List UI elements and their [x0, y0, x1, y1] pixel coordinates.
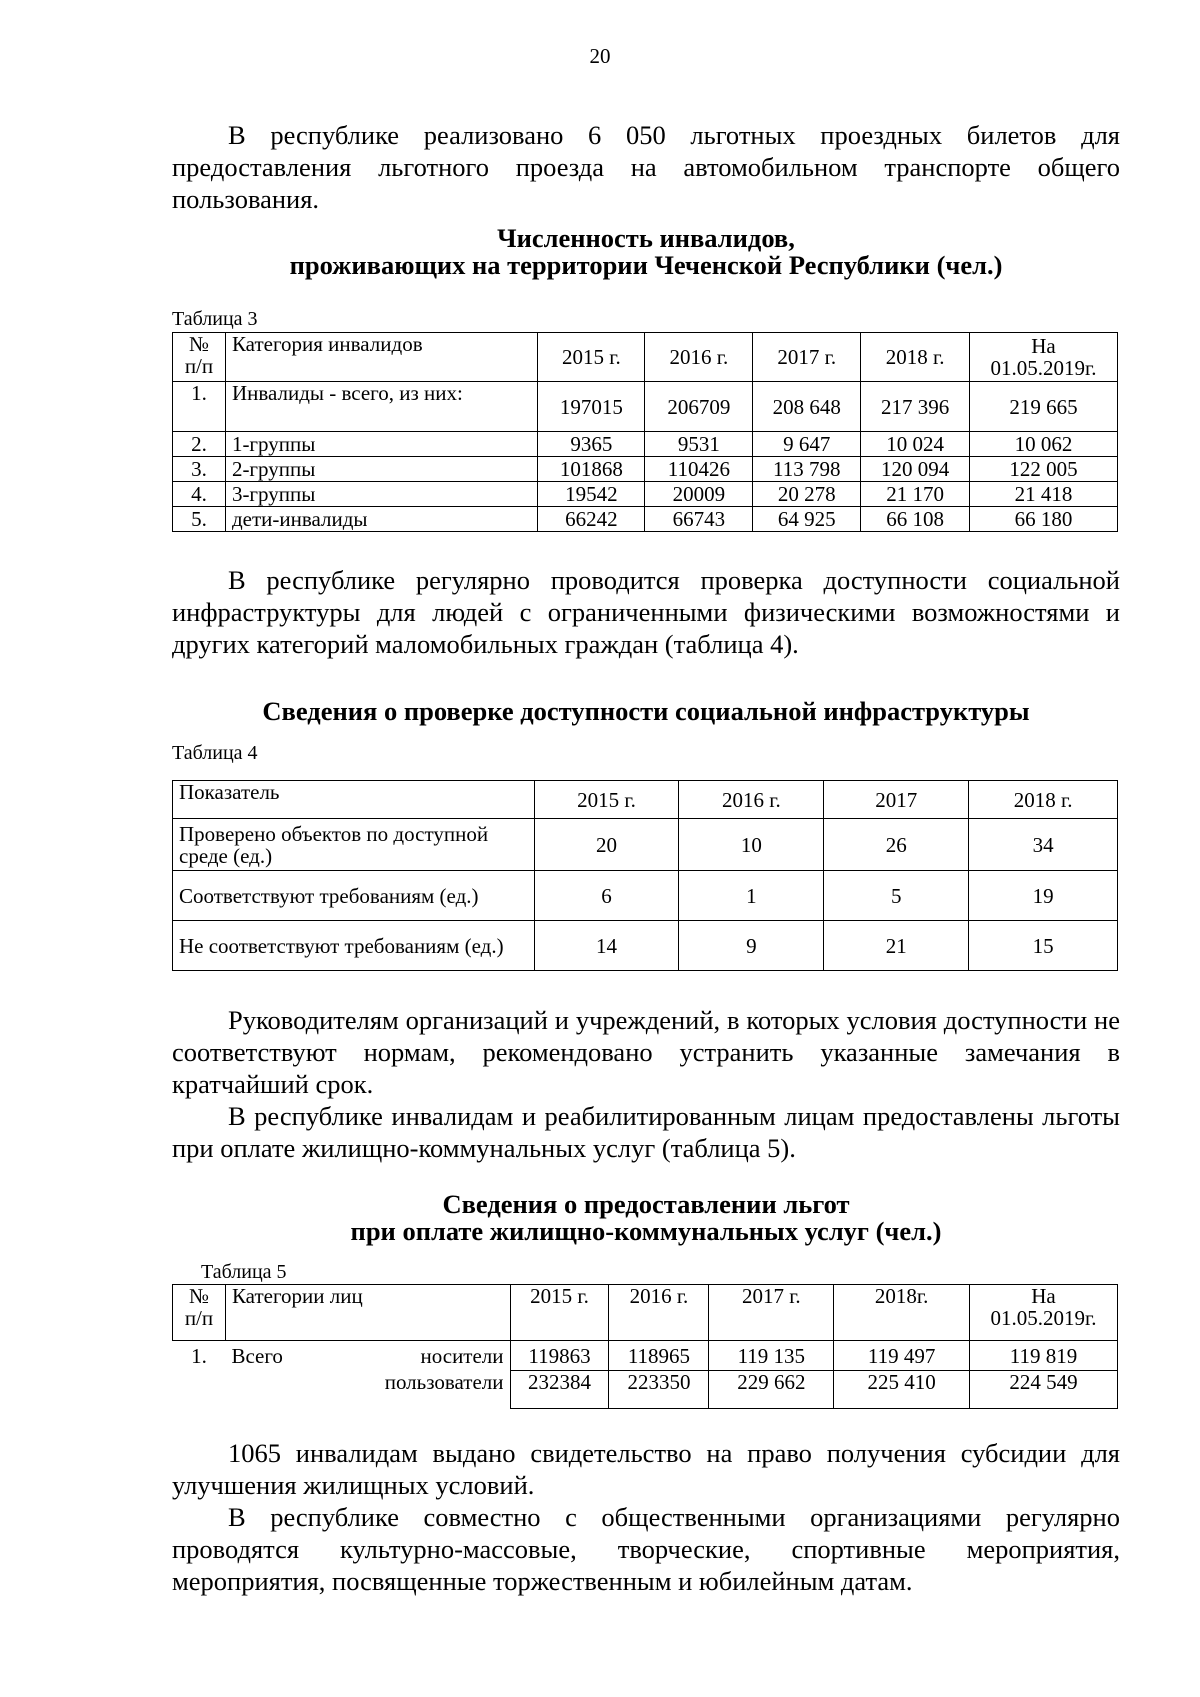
table5-header-2017: 2017 г. [709, 1285, 834, 1341]
paragraph-recommendation: Руководителям организаций и учреждений, в которых условия доступности не соответствуют нормам, рекомендовано устранить указанные замечания в кратчайший срок. [172, 1005, 1120, 1099]
cell-2015: 20 [534, 819, 679, 871]
cell-2016: 9531 [645, 432, 753, 457]
page-number: 20 [589, 44, 611, 68]
table3-header-category: Категория инвалидов [225, 333, 538, 382]
table4-title: Сведения о проверке доступности социальной инфраструктуры [262, 696, 1030, 726]
table5-title-line1: Сведения о предоставлении льгот [442, 1189, 850, 1219]
table3-header-2018: 2018 г. [861, 333, 970, 382]
cell-2016: 110426 [645, 457, 753, 482]
cell-2015: 14 [534, 921, 679, 971]
cell-2019: 119 819 [970, 1341, 1118, 1371]
paragraph-cultural-events: В республике совместно с общественными организациями регулярно проводятся культурно-массовые, творческие, спортивные мероприятия, мероприятия, посвященные торжественным и юбилейным датам. [172, 1502, 1120, 1596]
row-indicator: Не соответствуют требованиям (ед.) [173, 921, 535, 971]
cell-2015: 19542 [538, 482, 645, 507]
table4-header-indicator: Показатель [173, 781, 535, 819]
table3-disabled-population [172, 332, 1118, 532]
table-row [173, 1371, 1118, 1409]
row-category: Инвалиды - всего, из них: [225, 382, 538, 432]
paragraph-subsidy: 1065 инвалидам выдано свидетельство на право получения субсидии для улучшения жилищных условий. [172, 1438, 1120, 1500]
table-row [173, 482, 1118, 507]
row-num: 1. [191, 1343, 207, 1368]
table5-caption: Таблица 5 [201, 1261, 287, 1283]
cell-2017: 5 [824, 871, 969, 921]
paragraph-accessibility-check: В республике регулярно проводится проверка доступности социальной инфраструктуры для людей с ограниченными физическими возможностями и других категорий маломобильных граждан (таблица 4). [172, 565, 1120, 659]
table3-header-row [173, 333, 1118, 382]
cell-2016: 10 [679, 819, 824, 871]
table3-header-2019: На 01.05.2019г. [970, 333, 1118, 382]
table5-header-2019: На 01.05.2019г. [970, 1285, 1118, 1341]
cell-2017: 26 [824, 819, 969, 871]
table-row [173, 871, 1118, 921]
cell-2017: 229 662 [709, 1371, 834, 1409]
table3-header-num: № п/п [173, 333, 226, 382]
table5-header-2016: 2016 г. [609, 1285, 709, 1341]
table3-title-line2: проживающих на территории Чеченской Республики (чел.) [289, 250, 1003, 280]
cell-2019: 66 180 [970, 507, 1118, 532]
cell-2015: 101868 [538, 457, 645, 482]
cell-2018: 120 094 [861, 457, 970, 482]
cell-2016: 223350 [609, 1371, 709, 1409]
cell-2016: 9 [679, 921, 824, 971]
row-num: 5. [173, 507, 226, 532]
cell-2018: 21 170 [861, 482, 970, 507]
cell-2015: 6 [534, 871, 679, 921]
row-indicator: Проверено объектов по доступной среде (ед.) [173, 819, 535, 871]
row-category: Всего [231, 1343, 283, 1368]
cell-2017: 208 648 [753, 382, 861, 432]
table-row [173, 921, 1118, 971]
table4-accessibility-inspection [172, 780, 1118, 971]
cell-2018: 15 [969, 921, 1118, 971]
row-category-cell [225, 1341, 510, 1371]
table5-header-2018: 2018г. [834, 1285, 970, 1341]
cell-2017: 20 278 [753, 482, 861, 507]
table5-housing-benefits [172, 1284, 1118, 1409]
row-category: дети-инвалиды [225, 507, 538, 532]
cell-2017: 113 798 [753, 457, 861, 482]
row-num-empty [173, 1371, 226, 1409]
row-num: 3. [173, 457, 226, 482]
cell-2017: 9 647 [753, 432, 861, 457]
table3-header-2015: 2015 г. [538, 333, 645, 382]
cell-2017: 21 [824, 921, 969, 971]
table4-header-2015: 2015 г. [534, 781, 679, 819]
cell-2018: 217 396 [861, 382, 970, 432]
cell-2016: 66743 [645, 507, 753, 532]
row-category: 1-группы [225, 432, 538, 457]
row-subcategory: пользователи [384, 1369, 504, 1394]
cell-2016: 1 [679, 871, 824, 921]
cell-2019: 122 005 [970, 457, 1118, 482]
row-category: 2-группы [225, 457, 538, 482]
table-row [173, 507, 1118, 532]
cell-2018: 10 024 [861, 432, 970, 457]
cell-2018: 34 [969, 819, 1118, 871]
cell-2017: 64 925 [753, 507, 861, 532]
table4-header-2018: 2018 г. [969, 781, 1118, 819]
table-row [173, 1341, 1118, 1371]
table5-header-category: Категории лиц [225, 1285, 510, 1341]
table-row [173, 432, 1118, 457]
table5-header-num: № п/п [173, 1285, 226, 1341]
cell-2015: 197015 [538, 382, 645, 432]
cell-2016: 20009 [645, 482, 753, 507]
table3-caption: Таблица 3 [172, 308, 258, 330]
table5-header-2015: 2015 г. [510, 1285, 609, 1341]
row-subcategory: носители [420, 1343, 504, 1368]
table-row [173, 457, 1118, 482]
row-num: 1. [173, 382, 226, 432]
cell-2018: 19 [969, 871, 1118, 921]
paragraph-housing-benefits: В республике инвалидам и реабилитированным лицам предоставлены льготы при оплате жилищно-коммунальных услуг (таблица 5). [172, 1101, 1120, 1163]
cell-2016: 118965 [609, 1341, 709, 1371]
table4-header-row [173, 781, 1118, 819]
table4-caption: Таблица 4 [172, 742, 258, 764]
row-num: 2. [173, 432, 226, 457]
table-row [173, 819, 1118, 871]
cell-2018: 225 410 [834, 1371, 970, 1409]
cell-2015: 232384 [510, 1371, 609, 1409]
cell-2019: 21 418 [970, 482, 1118, 507]
table4-header-2016: 2016 г. [679, 781, 824, 819]
table-row [173, 382, 1118, 432]
table5-header-row [173, 1285, 1118, 1341]
row-num: 4. [173, 482, 226, 507]
table3-header-2016: 2016 г. [645, 333, 753, 382]
table3-title-line1: Численность инвалидов, [497, 223, 795, 253]
table5-title-line2: при оплате жилищно-коммунальных услуг (чел.) [350, 1216, 942, 1246]
cell-2018: 119 497 [834, 1341, 970, 1371]
table4-header-2017: 2017 [824, 781, 969, 819]
cell-2019: 219 665 [970, 382, 1118, 432]
cell-2015: 66242 [538, 507, 645, 532]
row-category: 3-группы [225, 482, 538, 507]
cell-2015: 9365 [538, 432, 645, 457]
row-indicator: Соответствуют требованиям (ед.) [173, 871, 535, 921]
paragraph-tickets: В республике реализовано 6 050 льготных проездных билетов для предоставления льготного проезда на автомобильном транспорте общего пользования. [172, 120, 1120, 214]
table3-header-2017: 2017 г. [753, 333, 861, 382]
cell-2017: 119 135 [709, 1341, 834, 1371]
cell-2019: 10 062 [970, 432, 1118, 457]
cell-2018: 66 108 [861, 507, 970, 532]
cell-2015: 119863 [510, 1341, 609, 1371]
cell-2019: 224 549 [970, 1371, 1118, 1409]
cell-2016: 206709 [645, 382, 753, 432]
